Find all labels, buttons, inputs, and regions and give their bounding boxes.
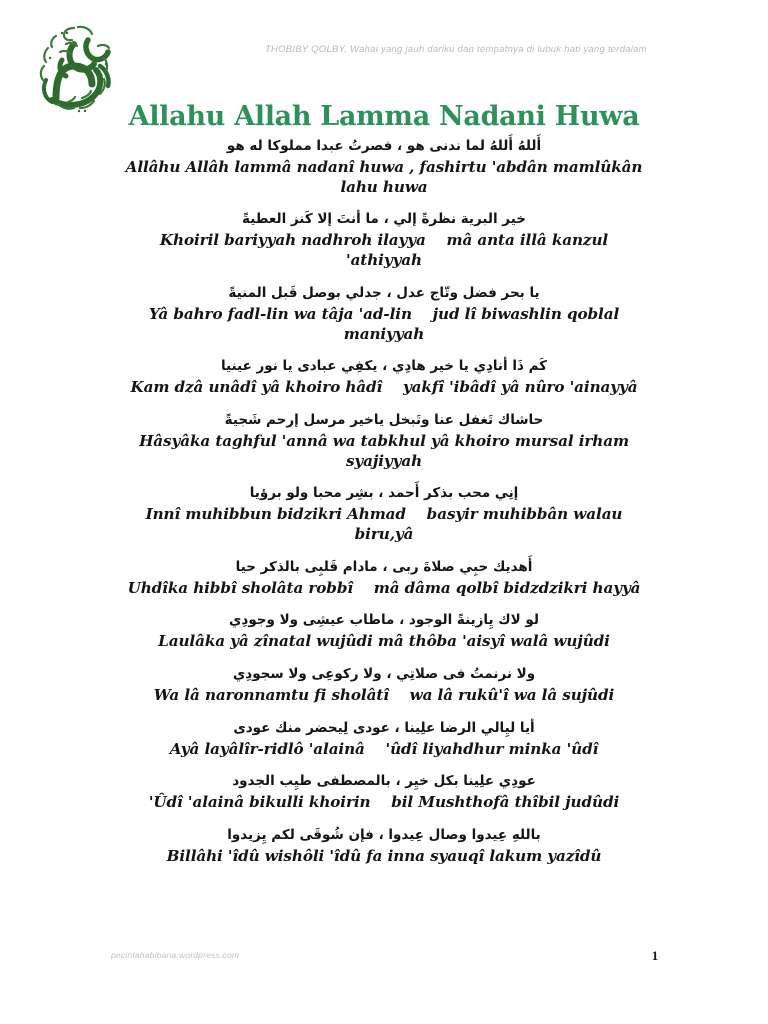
verse-arabic: حاشاك تَغفل عنا وتَبخل ياخير مرسل إرحم شَجيةً bbox=[224, 411, 544, 428]
page-title: Allahu Allah Lamma Nadani Huwa bbox=[128, 101, 640, 132]
verse-block bbox=[104, 483, 664, 544]
verse-list bbox=[104, 136, 664, 867]
verse-transliteration: 'athiyyah bbox=[346, 251, 422, 270]
verse-block bbox=[104, 610, 664, 652]
verse-transliteration: Hâsyâka taghful 'annâ wa tabkhul yâ khoiro mursal irham bbox=[139, 431, 629, 450]
verse-transliteration: maniyyah bbox=[343, 324, 425, 343]
verse-transliteration: Laulâka yâ zînatal wujûdi mâ thôba 'aisyî walâ wujûdi bbox=[158, 632, 610, 651]
verse-arabic: أَللهُ أَللهُ لما ندنى هو ، فصرتُ عبدا مملوكا له هو bbox=[226, 138, 542, 154]
verse-arabic: أَهديك حبِي صلاةَ ربى ، مادام قَلبِى بالذكر حيا bbox=[235, 558, 533, 575]
verse-transliteration: Kam dzâ unâdî yâ khoiro hâdî yakfî 'ibâdî yâ nûro 'ainayyâ bbox=[130, 378, 638, 397]
verse-block bbox=[104, 356, 664, 398]
verse-transliteration: 'Ûdî 'alainâ bikulli khoirin bil Mushthofâ thîbil judûdi bbox=[148, 793, 620, 812]
verse-block bbox=[104, 718, 664, 760]
verse-block bbox=[104, 136, 664, 197]
verse-block bbox=[104, 283, 664, 344]
verse-arabic: عودِي علِينا بكل خيِر ، بالمصطفى طيِب الجدود bbox=[232, 773, 536, 790]
footer-source-url: pecintahabibana.wordpress.com bbox=[111, 950, 240, 960]
verse-transliteration: Allâhu Allâh lammâ nadanî huwa , fashirtu 'abdân mamlûkân bbox=[125, 157, 643, 176]
verse-transliteration: Uhdîka hibbî sholâta robbî mâ dâma qolbî bidzdzikri hayyâ bbox=[127, 578, 641, 597]
verse-block bbox=[104, 209, 664, 270]
verse-arabic: ولا نرنمتُ فى صلاتِي ، ولا ركوعِى ولا سجودِي bbox=[232, 666, 536, 683]
verse-block bbox=[104, 825, 664, 867]
verse-transliteration: Wa lâ naronnamtu fi sholâtî wa lâ rukû'î wa lâ sujûdi bbox=[153, 686, 615, 705]
verse-transliteration: lahu huwa bbox=[340, 177, 428, 196]
verse-transliteration: syajiyyah bbox=[345, 451, 423, 470]
footer-page-number: 1 bbox=[651, 948, 659, 963]
verse-arabic: لو لاك يِازينةً الوجود ، ماطاب عيشِى ولا وجودِي bbox=[229, 612, 539, 629]
verse-block bbox=[104, 664, 664, 706]
verse-arabic: خير البرية نظرةً إلي ، ما أنتَ إلا كَنز العطيةً bbox=[242, 211, 526, 228]
verse-arabic: كَم ذَا أنادِي يا خير هادِي ، يكفِي عبادى يا نور عينيا bbox=[220, 358, 548, 375]
verse-arabic: باللهِ عِيدوا وصال عِيدوا ، فإن شُوقَى لكم يِزيدوا bbox=[227, 827, 541, 844]
verse-block bbox=[104, 771, 664, 813]
verse-block bbox=[104, 410, 664, 471]
verse-arabic: يا بحر فضل وتّاج عدل ، جدلي بوصل قَبل المنيةً bbox=[228, 284, 540, 301]
page-header bbox=[0, 0, 768, 96]
verse-transliteration: biru,yâ bbox=[354, 525, 414, 544]
header-subtitle: THOBIBY QOLBY, Wahai yang jauh dariku dan tempatnya di lubuk hati yang terdalam bbox=[265, 44, 647, 55]
verse-transliteration: Khoiril bariyyah nadhroh ilayya mâ anta illâ kanzul bbox=[159, 231, 609, 250]
verse-transliteration: Ayâ layâlîr-ridlô 'alainâ 'ûdî liyahdhur minka 'ûdî bbox=[169, 739, 599, 758]
verse-transliteration: Innî muhibbun bidzikri Ahmad basyir muhibbân walau bbox=[145, 505, 623, 524]
verse-arabic: إنِي محب بذكر أَحمد ، بشِر محبا ولو برؤيا bbox=[249, 485, 519, 502]
verse-transliteration: Billâhi 'îdû wishôli 'îdû fa inna syauqî lakum yazîdû bbox=[166, 847, 602, 866]
verse-block bbox=[104, 557, 664, 599]
verse-transliteration: Yâ bahro fadl-lin wa tâja 'ad-lin jud lî biwashlin qoblal bbox=[148, 304, 620, 323]
verse-arabic: أيا ليِالي الرضا علِينا ، عودى لِيحضر منك عودى bbox=[233, 719, 535, 736]
